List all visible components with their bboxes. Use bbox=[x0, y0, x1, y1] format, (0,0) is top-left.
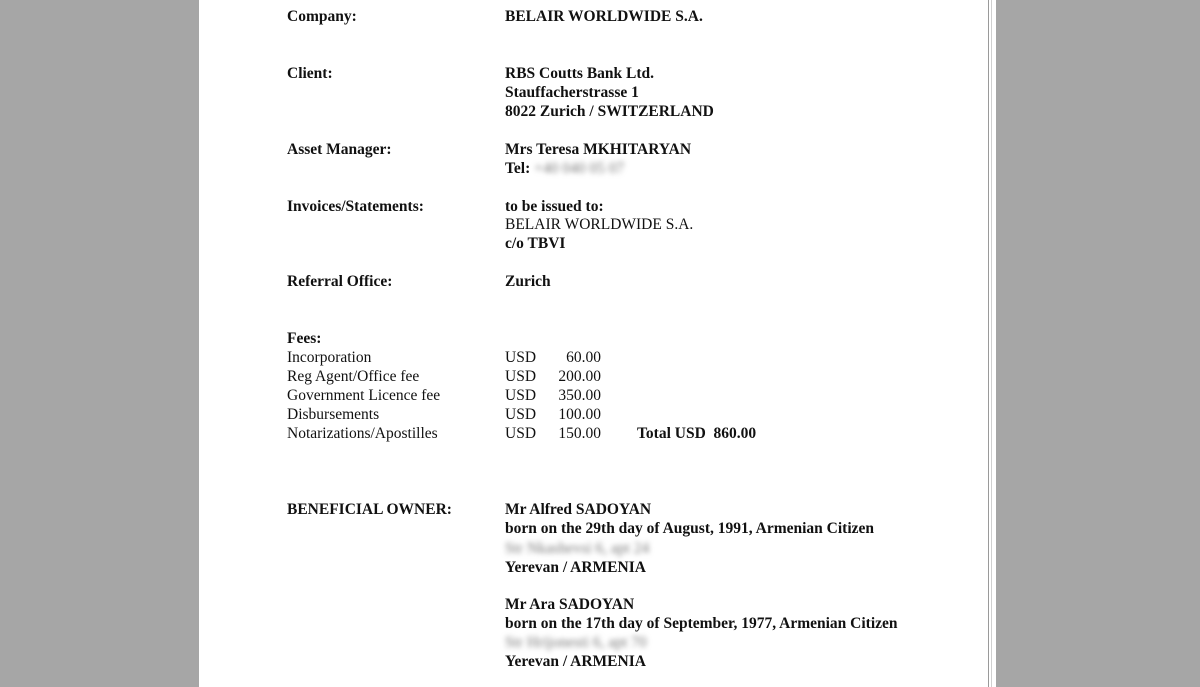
fee-amount: 150.00 bbox=[558, 425, 601, 442]
fee-name: Disbursements bbox=[287, 406, 380, 423]
asset-manager-label: Asset Manager: bbox=[287, 141, 392, 158]
fee-currency: USD bbox=[505, 368, 537, 385]
fee-amount: 200.00 bbox=[558, 368, 601, 385]
fee-currency: USD bbox=[505, 349, 537, 366]
owner-birth-details: born on the 17th day of September, 1977, Armenian Citizen bbox=[505, 615, 898, 632]
fees-heading: Fees: bbox=[287, 330, 322, 347]
owner-name: Mr Alfred SADOYAN bbox=[505, 501, 652, 518]
owner-name: Mr Ara SADOYAN bbox=[505, 596, 635, 613]
owner-city: Yerevan / ARMENIA bbox=[505, 653, 646, 670]
client-label: Client: bbox=[287, 65, 333, 82]
fee-currency: USD bbox=[505, 406, 537, 423]
redacted-phone: +40 040 05 07 bbox=[534, 160, 625, 177]
page-edge-line bbox=[988, 0, 989, 687]
fee-name: Incorporation bbox=[287, 349, 372, 366]
invoices-label: Invoices/Statements: bbox=[287, 198, 424, 215]
tel-label: Tel: bbox=[505, 160, 531, 177]
fee-name: Notarizations/Apostilles bbox=[287, 425, 438, 442]
company-value: BELAIR WORLDWIDE S.A. bbox=[505, 8, 703, 25]
client-city: 8022 Zurich / SWITZERLAND bbox=[505, 103, 714, 120]
fee-amount: 100.00 bbox=[558, 406, 601, 423]
invoices-issued-to: to be issued to: bbox=[505, 198, 604, 215]
asset-manager-name: Mrs Teresa MKHITARYAN bbox=[505, 141, 692, 158]
fee-currency: USD bbox=[505, 425, 537, 442]
client-street: Stauffacherstrasse 1 bbox=[505, 84, 639, 101]
client-bank: RBS Coutts Bank Ltd. bbox=[505, 65, 655, 82]
fee-currency: USD bbox=[505, 387, 537, 404]
referral-office-value: Zurich bbox=[505, 273, 551, 290]
invoices-care-of: c/o TBVI bbox=[505, 235, 566, 252]
page-edge-line-secondary bbox=[991, 0, 992, 687]
fee-name: Government Licence fee bbox=[287, 387, 441, 404]
owner-birth-details: born on the 29th day of August, 1991, Armenian Citizen bbox=[505, 520, 875, 537]
owner-address-redacted bbox=[505, 539, 649, 558]
company-label: Company: bbox=[287, 8, 357, 25]
owner-city: Yerevan / ARMENIA bbox=[505, 559, 646, 576]
beneficial-owner-label: BENEFICIAL OWNER: bbox=[287, 501, 452, 518]
document-page bbox=[199, 0, 996, 687]
redacted-address: Str Hrijonesti 6, apt 70 bbox=[505, 634, 647, 651]
fee-amount: 350.00 bbox=[558, 387, 601, 404]
asset-manager-tel-row bbox=[505, 159, 624, 178]
owner-address-redacted bbox=[505, 633, 647, 652]
fee-name: Reg Agent/Office fee bbox=[287, 368, 420, 385]
fee-amount: 60.00 bbox=[566, 349, 601, 366]
fees-total: Total USD 860.00 bbox=[637, 425, 757, 442]
invoices-company: BELAIR WORLDWIDE S.A. bbox=[505, 216, 694, 233]
referral-office-label: Referral Office: bbox=[287, 273, 393, 290]
redacted-address: Str Nkashevsi 6, apt 24 bbox=[505, 540, 650, 557]
